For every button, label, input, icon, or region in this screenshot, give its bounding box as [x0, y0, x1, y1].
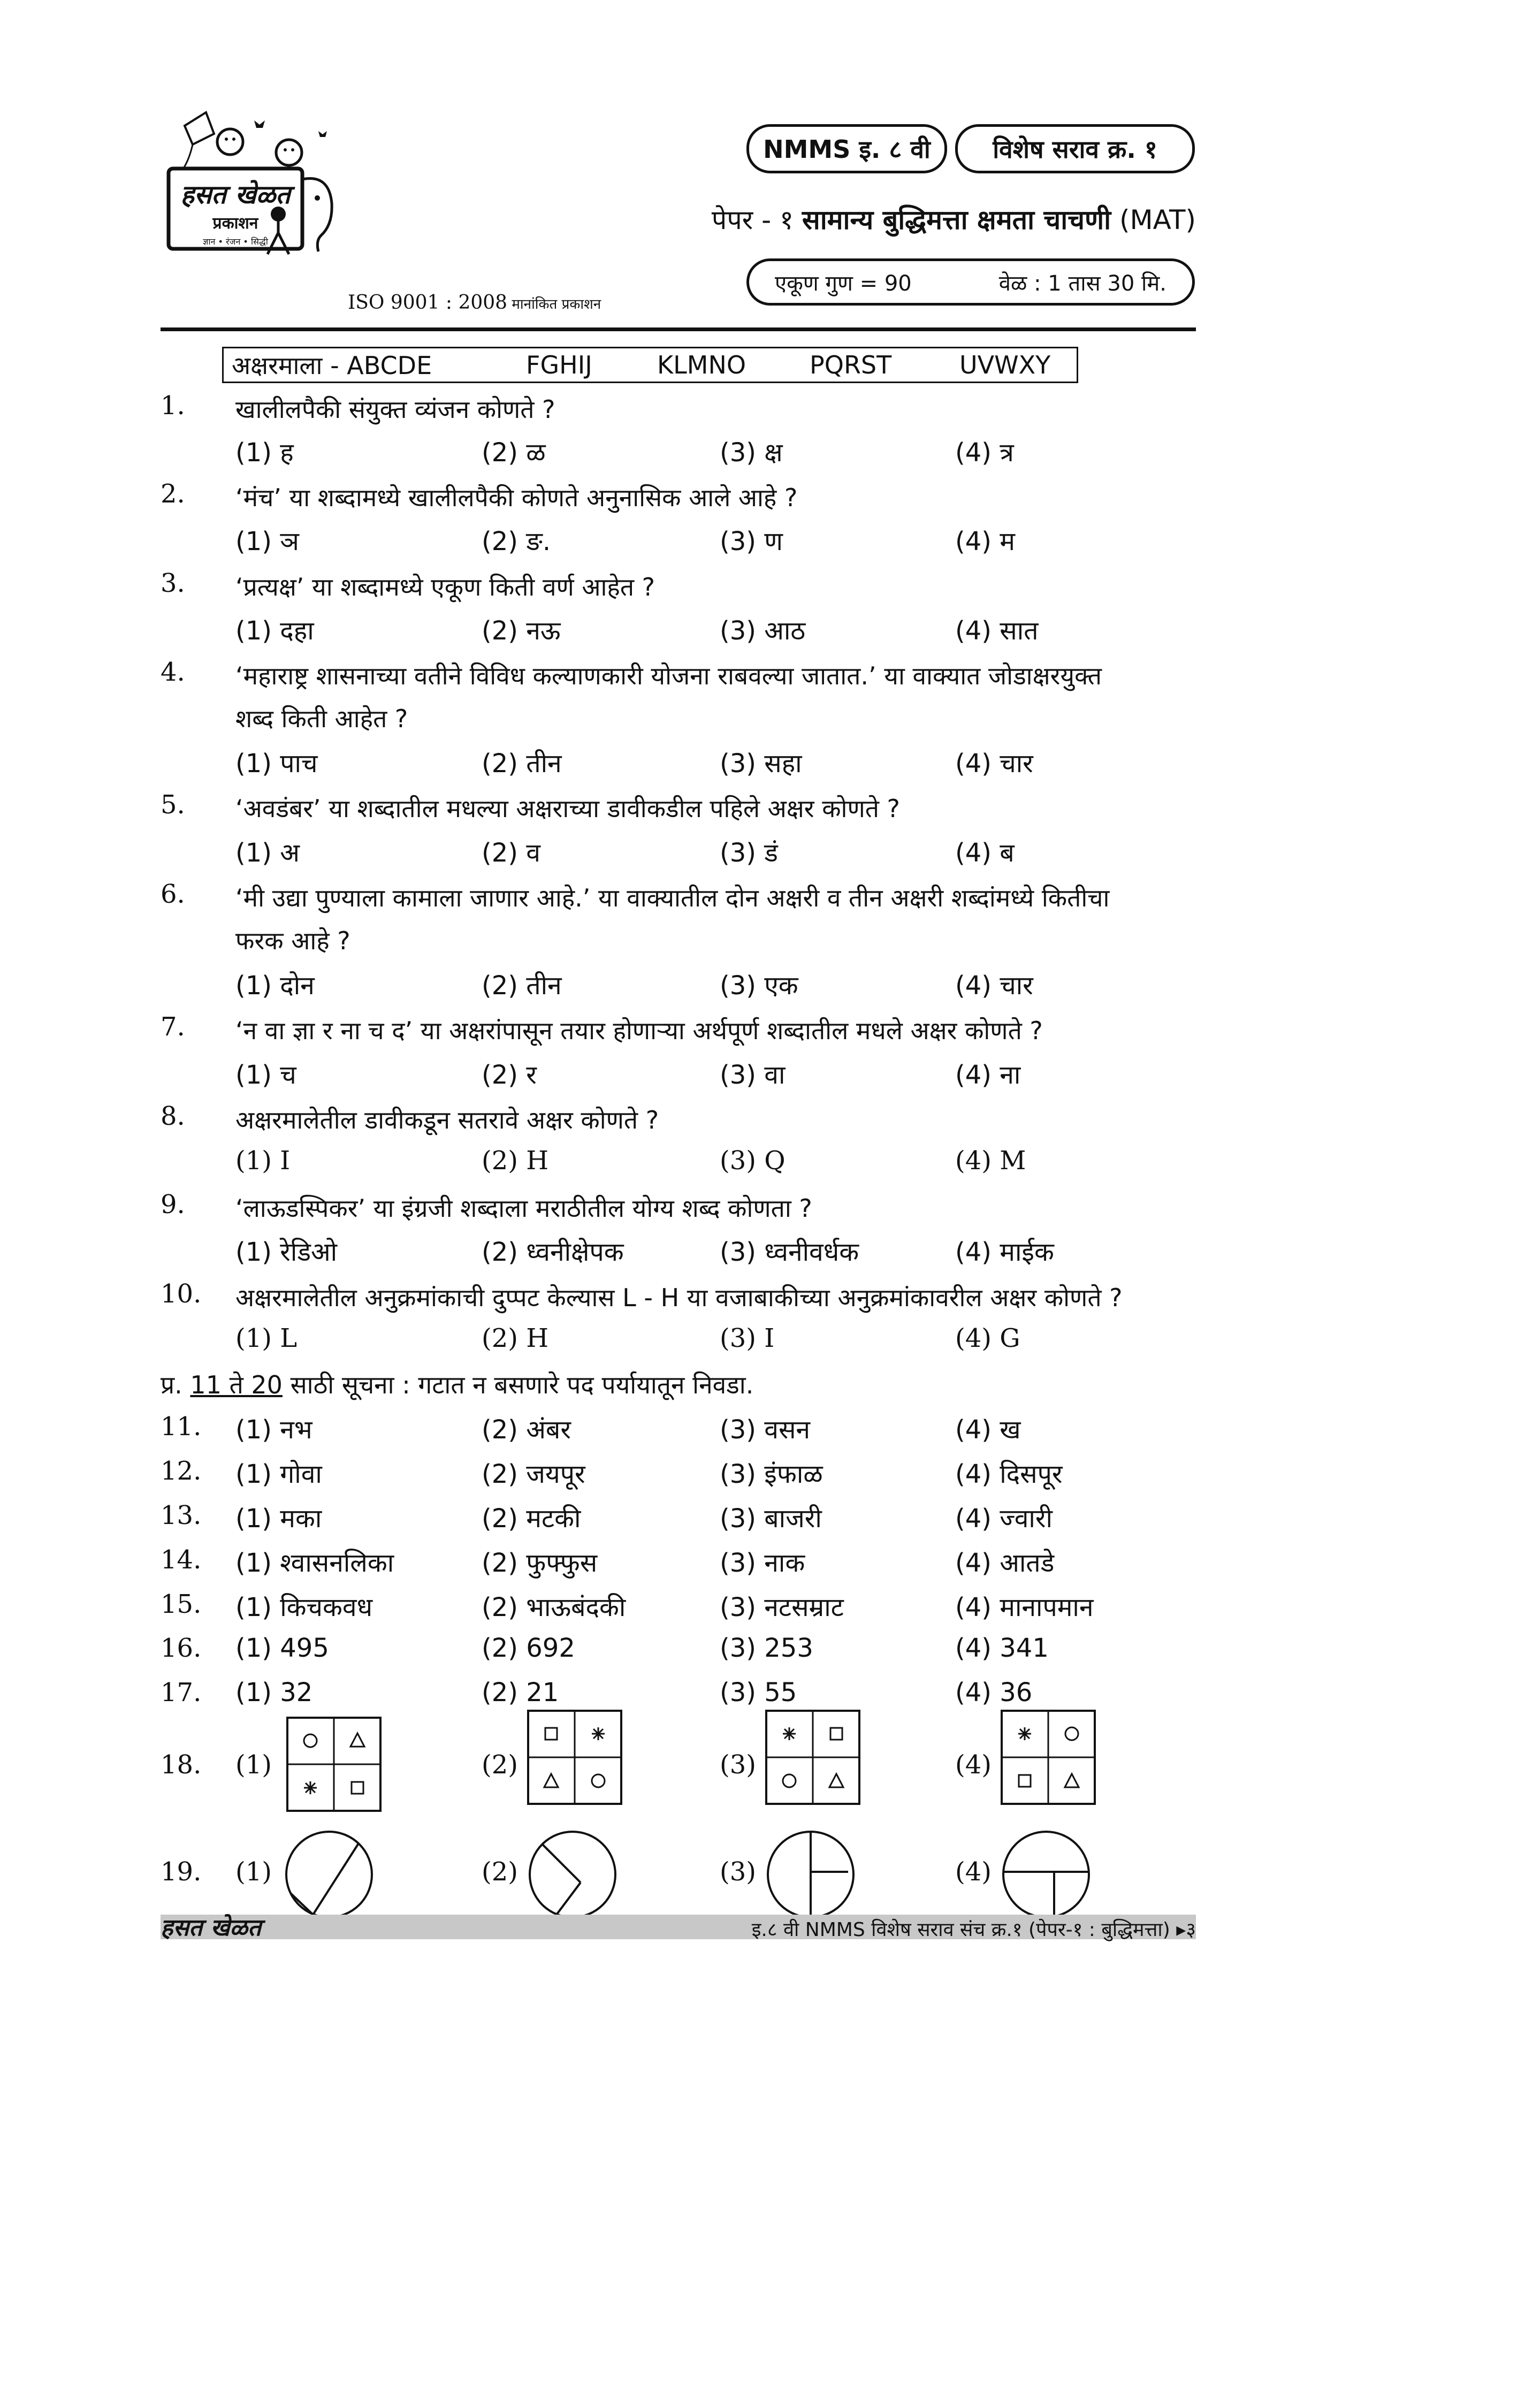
option: (4) 36 — [955, 1678, 1033, 1708]
option: (4) ब — [955, 838, 1015, 868]
alphabet-group: UVWXY — [959, 350, 1051, 379]
option: (4) ना — [955, 1060, 1021, 1090]
paper-prefix: पेपर - १ — [711, 204, 802, 235]
option: (3) आठ — [720, 616, 806, 646]
option: (4) मानापमान — [955, 1592, 1094, 1622]
option: (4) सात — [955, 616, 1039, 646]
paper-name: सामान्य बुद्धिमत्ता क्षमता चाचणी — [802, 204, 1111, 235]
question-text: ‘न वा ज्ञा र ना च द’ या अक्षरांपासून तयार होणाऱ्या अर्थपूर्ण शब्दातील मधले अक्षर कोणते ? — [235, 1016, 1043, 1045]
question-text: ‘प्रत्यक्ष’ या शब्दामध्ये एकूण किती वर्ण आहेत ? — [235, 573, 655, 601]
option: (2) अंबर — [482, 1415, 571, 1445]
option: (3) वा — [720, 1060, 786, 1090]
option: (1) गोवा — [235, 1459, 322, 1489]
option: (3) इंफाळ — [720, 1459, 823, 1489]
option: (3) एक — [720, 971, 798, 1001]
option: (3) वसन — [720, 1415, 811, 1445]
option: (1) मका — [235, 1504, 322, 1534]
question-number: 15. — [161, 1589, 202, 1619]
logo-tagline: ज्ञान • रंजन • सिद्धी — [203, 237, 268, 247]
option: (1) किचकवध — [235, 1592, 373, 1622]
question-number: 13. — [161, 1500, 202, 1530]
question-number: 6. — [161, 879, 185, 909]
option: (2) ध्वनीक्षेपक — [482, 1237, 624, 1267]
option: (2) जयपूर — [482, 1459, 585, 1489]
footer-brand: हसत खेळत — [161, 1914, 262, 1941]
option: (2) नऊ — [482, 616, 561, 646]
alphabet-group: PQRST — [810, 350, 892, 379]
option: (2) H — [482, 1323, 549, 1353]
figure-grid-option-1 — [286, 1717, 382, 1812]
iso-suffix: मानांकित प्रकाशन — [507, 296, 601, 313]
option: (1) अ — [235, 838, 300, 868]
option: (2) H — [482, 1146, 549, 1176]
option: (4) माईक — [955, 1237, 1054, 1267]
alphabet-reference-box — [222, 347, 1078, 383]
option: (4) आतडे — [955, 1548, 1055, 1578]
option: (2) ङ. — [482, 527, 551, 557]
alphabet-group: FGHIJ — [526, 350, 592, 379]
duration: वेळ : 1 तास 30 मि. — [998, 271, 1166, 296]
question-number: 19. — [161, 1857, 202, 1887]
option: (1) L — [235, 1323, 298, 1353]
circle-figure-option-1 — [284, 1829, 375, 1920]
instruction-range: 11 ते 20 — [190, 1370, 283, 1399]
alphabet-group: KLMNO — [657, 350, 746, 379]
total-marks: एकूण गुण = 90 — [775, 271, 912, 296]
publisher-logo — [163, 110, 340, 286]
option: (1) श्वासनलिका — [235, 1548, 394, 1578]
question-number: 11. — [161, 1412, 202, 1442]
question-number: 16. — [161, 1633, 202, 1663]
option-label: (4) — [955, 1857, 992, 1887]
option: (4) त्र — [955, 438, 1014, 468]
option: (3) Q — [720, 1146, 786, 1176]
marks-duration-box — [746, 258, 1195, 306]
question-number: 3. — [161, 568, 185, 598]
question-text: खालीलपैकी संयुक्त व्यंजन कोणते ? — [235, 395, 555, 424]
option: (3) सहा — [720, 749, 802, 779]
option: (4) म — [955, 527, 1015, 557]
option: (4) चार — [955, 971, 1033, 1001]
question-text: ‘लाऊडस्पिकर’ या इंग्रजी शब्दाला मराठीतील योग्य शब्द कोणता ? — [235, 1194, 812, 1223]
question-text: अक्षरमालेतील अनुक्रमांकाची दुप्पट केल्यास L - H या वजाबाकीच्या अनुक्रमांकावरील अक्षर कोणते ? — [235, 1283, 1123, 1312]
question-number: 5. — [161, 790, 185, 820]
footer-text: इ.८ वी NMMS विशेष सराव संच क्र.१ (पेपर-१ : बुद्धिमत्ता) ▸३ — [751, 1919, 1196, 1941]
option: (1) रेडिओ — [235, 1237, 338, 1267]
option: (4) 341 — [955, 1633, 1049, 1663]
question-number: 18. — [161, 1750, 202, 1780]
instruction-text: साठी सूचना : गटात न बसणारे पद पर्यायातून निवडा. — [282, 1370, 754, 1399]
iso-certification — [348, 292, 601, 314]
option: (3) ध्वनीवर्धक — [720, 1237, 859, 1267]
question-text: अक्षरमालेतील डावीकडून सतरावे अक्षर कोणते ? — [235, 1106, 659, 1134]
question-number: 9. — [161, 1190, 185, 1220]
option: (3) 253 — [720, 1633, 813, 1663]
option: (3) क्ष — [720, 438, 783, 468]
circle-figure-option-2 — [527, 1829, 618, 1920]
option: (4) चार — [955, 749, 1033, 779]
option: (2) ळ — [482, 438, 546, 468]
option: (2) भाऊबंदकी — [482, 1592, 626, 1622]
question-text-continued: फरक आहे ? — [235, 926, 350, 955]
figure-grid-option-2 — [527, 1710, 622, 1805]
option: (4) ज्वारी — [955, 1504, 1053, 1534]
option: (1) पाच — [235, 749, 318, 779]
question-text-continued: शब्द किती आहेत ? — [235, 704, 408, 733]
header-divider — [161, 327, 1196, 331]
question-number: 12. — [161, 1456, 202, 1486]
option: (3) डं — [720, 838, 778, 868]
circle-figure-option-3 — [765, 1829, 856, 1920]
option: (3) ण — [720, 527, 783, 557]
question-number: 17. — [161, 1678, 202, 1708]
figure-grid-option-3 — [765, 1710, 860, 1805]
option: (3) नटसम्राट — [720, 1592, 844, 1622]
test-badge: विशेष सराव क्र. १ — [955, 124, 1195, 173]
option: (4) दिसपूर — [955, 1459, 1063, 1489]
option: (1) 495 — [235, 1633, 329, 1663]
option: (1) 32 — [235, 1678, 313, 1708]
section-instruction — [161, 1368, 753, 1401]
option: (3) नाक — [720, 1548, 805, 1578]
iso-number: ISO 9001 : 2008 — [348, 292, 508, 314]
option: (2) 21 — [482, 1678, 559, 1708]
option: (4) ख — [955, 1415, 1021, 1445]
circle-figure-option-4 — [1001, 1829, 1092, 1920]
option-label: (4) — [955, 1750, 992, 1780]
option: (4) G — [955, 1323, 1020, 1353]
question-text: ‘महाराष्ट्र शासनाच्या वतीने विविध कल्याणकारी योजना राबवल्या जातात.’ या वाक्यात जोडाक्षरयुक्त — [235, 661, 1102, 690]
question-number: 4. — [161, 657, 185, 687]
option: (1) नभ — [235, 1415, 312, 1445]
question-number: 14. — [161, 1545, 202, 1575]
option: (1) ह — [235, 438, 294, 468]
alphabet-label: अक्षरमाला - ABCDE — [232, 351, 432, 380]
option: (4) M — [955, 1146, 1026, 1176]
figure-grid-option-4 — [1001, 1710, 1096, 1805]
option: (2) र — [482, 1060, 537, 1090]
option-label: (1) — [235, 1750, 272, 1780]
option: (2) तीन — [482, 971, 562, 1001]
option: (1) I — [235, 1146, 291, 1176]
option: (3) I — [720, 1323, 775, 1353]
option-label: (3) — [720, 1750, 756, 1780]
option: (1) ञ — [235, 527, 299, 557]
question-number: 8. — [161, 1101, 185, 1131]
option: (1) दोन — [235, 971, 315, 1001]
option-label: (2) — [482, 1857, 518, 1887]
option-label: (1) — [235, 1857, 272, 1887]
question-number: 2. — [161, 479, 185, 509]
option-label: (3) — [720, 1857, 756, 1887]
logo-subtitle: प्रकाशन — [212, 214, 258, 233]
question-text: ‘अवडंबर’ या शब्दातील मधल्या अक्षराच्या डावीकडील पहिले अक्षर कोणते ? — [235, 794, 900, 823]
option-label: (2) — [482, 1750, 518, 1780]
option: (2) फुफ्फुस — [482, 1548, 598, 1578]
question-number: 7. — [161, 1012, 185, 1042]
option: (1) च — [235, 1060, 296, 1090]
option: (2) व — [482, 838, 540, 868]
question-number: 1. — [161, 391, 185, 421]
instruction-prefix: प्र. — [161, 1370, 190, 1399]
option: (3) बाजरी — [720, 1504, 822, 1534]
option: (2) तीन — [482, 749, 562, 779]
paper-code: (MAT) — [1111, 204, 1196, 235]
class-badge: NMMS इ. ८ वी — [746, 124, 947, 173]
option: (1) दहा — [235, 616, 314, 646]
logo-title: हसत खेळत — [180, 180, 291, 210]
option: (2) 692 — [482, 1633, 575, 1663]
option: (2) मटकी — [482, 1504, 581, 1534]
question-number: 10. — [161, 1279, 202, 1309]
option: (3) 55 — [720, 1678, 797, 1708]
question-text: ‘मंच’ या शब्दामध्ये खालीलपैकी कोणते अनुनासिक आले आहे ? — [235, 483, 798, 512]
question-text: ‘मी उद्या पुण्याला कामाला जाणार आहे.’ या वाक्यातील दोन अक्षरी व तीन अक्षरी शब्दांमध्ये कितीचा — [235, 883, 1110, 912]
paper-title — [639, 201, 1196, 237]
